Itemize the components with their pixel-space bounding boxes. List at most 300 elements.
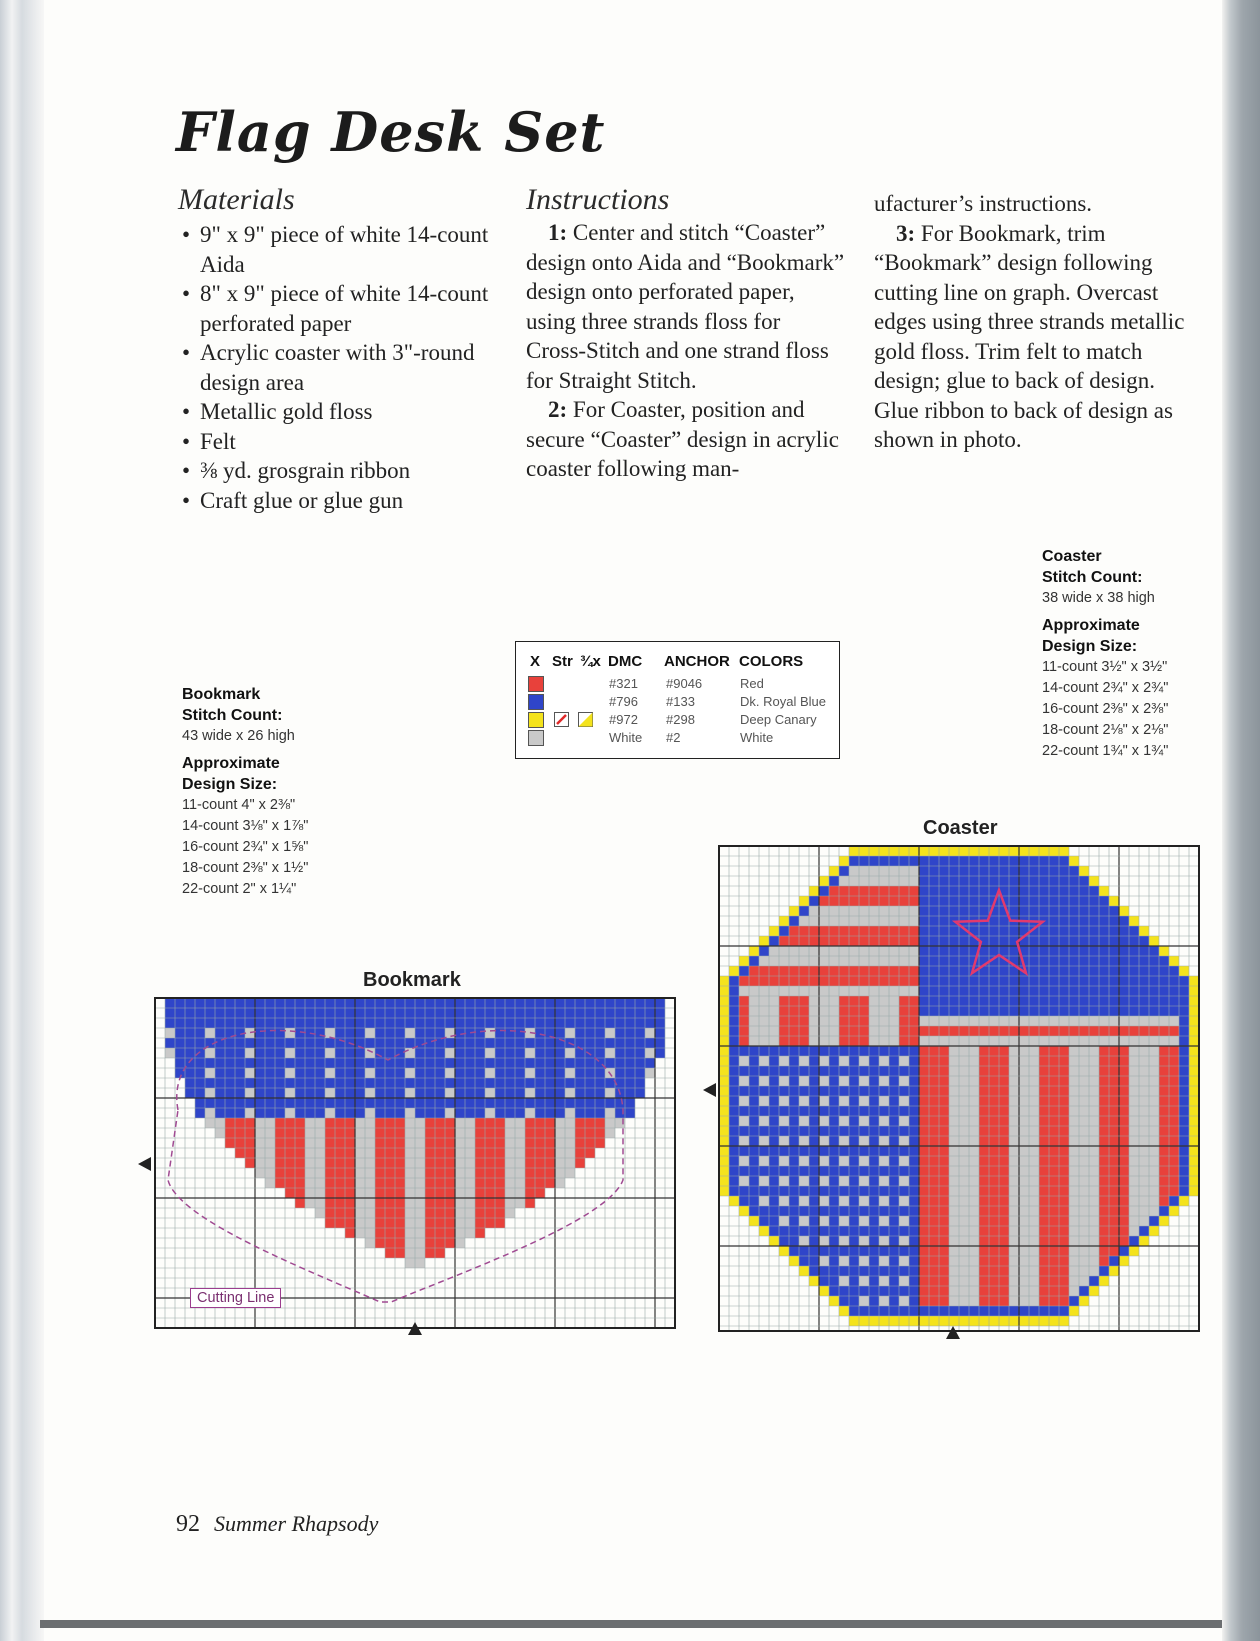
stitch-cell: [1159, 1206, 1169, 1216]
stitch-cell: [779, 1226, 789, 1236]
stitch-cell: [869, 1086, 879, 1096]
stitch-cell: [1149, 1146, 1159, 1156]
stitch-cell: [185, 1008, 195, 1018]
book-spine-left: [0, 0, 44, 1641]
stitch-cell: [1089, 896, 1099, 906]
stitch-cell: [869, 846, 879, 856]
stitch-cell: [1129, 1176, 1139, 1186]
stitch-cell: [939, 1316, 949, 1326]
stitch-cell: [759, 1056, 769, 1066]
stitch-cell: [355, 1158, 365, 1168]
stitch-cell: [245, 1028, 255, 1038]
stitch-cell: [425, 1158, 435, 1168]
stitch-cell: [949, 1286, 959, 1296]
stitch-cell: [979, 1076, 989, 1086]
stitch-cell: [939, 1246, 949, 1256]
stitch-cell: [1099, 1226, 1109, 1236]
stitch-cell: [969, 1036, 979, 1046]
stitch-cell: [495, 1108, 505, 1118]
stitch-cell: [1069, 896, 1079, 906]
stitch-cell: [1089, 1286, 1099, 1296]
stitch-cell: [535, 1078, 545, 1088]
stitch-cell: [1069, 1096, 1079, 1106]
stitch-cell: [979, 1266, 989, 1276]
stitch-cell: [969, 976, 979, 986]
stitch-cell: [275, 1098, 285, 1108]
stitch-cell: [839, 1036, 849, 1046]
stitch-cell: [849, 846, 859, 856]
stitch-cell: [1049, 1246, 1059, 1256]
straight-stitch-icon: [554, 712, 569, 727]
stitch-cell: [1139, 946, 1149, 956]
stitch-cell: [1039, 1196, 1049, 1206]
stitch-cell: [315, 1008, 325, 1018]
stitch-cell: [969, 1156, 979, 1166]
stitch-cell: [739, 1056, 749, 1066]
stitch-cell: [739, 1196, 749, 1206]
stitch-cell: [1089, 1196, 1099, 1206]
stitch-cell: [919, 916, 929, 926]
stitch-cell: [969, 1056, 979, 1066]
stitch-cell: [1009, 1236, 1019, 1246]
stitch-cell: [1169, 1106, 1179, 1116]
swatch-red: [528, 676, 544, 692]
stitch-cell: [819, 1176, 829, 1186]
stitch-cell: [465, 1128, 475, 1138]
stitch-cell: [849, 876, 859, 886]
stitch-cell: [235, 1128, 245, 1138]
stitch-cell: [959, 1176, 969, 1186]
stitch-cell: [345, 1188, 355, 1198]
stitch-cell: [949, 1176, 959, 1186]
stitch-cell: [909, 926, 919, 936]
stitch-cell: [1189, 1156, 1199, 1166]
stitch-cell: [839, 1176, 849, 1186]
stitch-cell: [545, 998, 555, 1008]
stitch-cell: [395, 1178, 405, 1188]
stitch-cell: [959, 1016, 969, 1026]
stitch-cell: [585, 1028, 595, 1038]
stitch-cell: [999, 1106, 1009, 1116]
stitch-cell: [275, 1128, 285, 1138]
approx-label: Approximate: [182, 755, 280, 772]
stitch-cell: [1049, 916, 1059, 926]
stitch-cell: [939, 1156, 949, 1166]
stitch-cell: [485, 1118, 495, 1128]
stitch-cell: [1029, 936, 1039, 946]
stitch-cell: [879, 1136, 889, 1146]
stitch-cell: [1129, 986, 1139, 996]
stitch-cell: [1139, 1196, 1149, 1206]
stitch-cell: [929, 886, 939, 896]
stitch-cell: [235, 1018, 245, 1028]
instructions-heading: Instructions: [526, 183, 670, 216]
stitch-cell: [1059, 1306, 1069, 1316]
stitch-cell: [475, 1038, 485, 1048]
stitch-cell: [829, 936, 839, 946]
stitch-cell: [739, 1186, 749, 1196]
stitch-cell: [215, 1098, 225, 1108]
stitch-cell: [1149, 1026, 1159, 1036]
stitch-cell: [829, 1166, 839, 1176]
key-header-threequarter: ¾x: [580, 653, 601, 670]
stitch-cell: [1089, 916, 1099, 926]
stitch-cell: [939, 1266, 949, 1276]
stitch-cell: [405, 1208, 415, 1218]
stitch-cell: [1079, 916, 1089, 926]
stitch-cell: [829, 1156, 839, 1166]
stitch-cell: [759, 1116, 769, 1126]
stitch-cell: [1059, 1086, 1069, 1096]
stitch-cell: [585, 1098, 595, 1108]
stitch-cell: [979, 1136, 989, 1146]
stitch-cell: [1119, 1146, 1129, 1156]
stitch-cell: [1019, 1066, 1029, 1076]
stitch-cell: [809, 1066, 819, 1076]
stitch-cell: [555, 1178, 565, 1188]
stitch-cell: [739, 1156, 749, 1166]
stitch-cell: [285, 1098, 295, 1108]
stitch-cell: [899, 1126, 909, 1136]
stitch-cell: [1049, 1066, 1059, 1076]
stitch-cell: [1169, 1126, 1179, 1136]
stitch-cell: [395, 1218, 405, 1228]
stitch-cell: [1179, 986, 1189, 996]
stitch-cell: [719, 1146, 729, 1156]
stitch-cell: [285, 1068, 295, 1078]
stitch-cell: [869, 1006, 879, 1016]
stitch-cell: [505, 1128, 515, 1138]
stitch-cell: [879, 896, 889, 906]
stitch-cell: [999, 1196, 1009, 1206]
stitch-cell: [1189, 1086, 1199, 1096]
stitch-cell: [335, 1138, 345, 1148]
stitch-cell: [819, 1086, 829, 1096]
stitch-cell: [285, 1148, 295, 1158]
stitch-cell: [889, 1086, 899, 1096]
stitch-cell: [475, 1188, 485, 1198]
stitch-cell: [989, 1146, 999, 1156]
stitch-cell: [385, 1048, 395, 1058]
stitch-cell: [989, 1026, 999, 1036]
stitch-cell: [375, 1078, 385, 1088]
stitch-cell: [355, 1188, 365, 1198]
stitch-cell: [1189, 996, 1199, 1006]
stitch-cell: [1139, 1116, 1149, 1126]
stitch-cell: [435, 1138, 445, 1148]
stitch-cell: [909, 1296, 919, 1306]
stitch-cell: [1099, 1036, 1109, 1046]
stitch-cell: [335, 1188, 345, 1198]
stitch-cell: [265, 1018, 275, 1028]
stitch-cell: [1159, 1006, 1169, 1016]
materials-heading: Materials: [178, 183, 295, 216]
stitch-cell: [1169, 1076, 1179, 1086]
stitch-cell: [769, 1116, 779, 1126]
stitch-cell: [769, 1056, 779, 1066]
stitch-cell: [819, 906, 829, 916]
stitch-cell: [415, 1228, 425, 1238]
stitch-cell: [1139, 1236, 1149, 1246]
stitch-cell: [729, 1096, 739, 1106]
stitch-cell: [495, 1078, 505, 1088]
stitch-cell: [1019, 1006, 1029, 1016]
stitch-cell: [1099, 996, 1109, 1006]
stitch-cell: [565, 1018, 575, 1028]
stitch-cell: [1079, 1236, 1089, 1246]
stitch-cell: [345, 1088, 355, 1098]
stitch-cell: [405, 1198, 415, 1208]
stitch-cell: [1039, 996, 1049, 1006]
stitch-cell: [1039, 876, 1049, 886]
stitch-cell: [889, 906, 899, 916]
stitch-cell: [1139, 1086, 1149, 1096]
stitch-cell: [899, 1096, 909, 1106]
stitch-cell: [959, 1236, 969, 1246]
stitch-cell: [305, 1098, 315, 1108]
stitch-cell: [889, 956, 899, 966]
stitch-cell: [625, 1028, 635, 1038]
stitch-cell: [939, 1086, 949, 1096]
stitch-cell: [605, 1108, 615, 1118]
stitch-cell: [1109, 1196, 1119, 1206]
stitch-cell: [889, 926, 899, 936]
instructions-column-2: [874, 189, 1204, 455]
stitch-cell: [595, 1018, 605, 1028]
stitch-cell: [839, 1186, 849, 1196]
stitch-cell: [445, 1148, 455, 1158]
stitch-cell: [445, 1018, 455, 1028]
stitch-cell: [365, 1058, 375, 1068]
stitch-cell: [829, 1006, 839, 1016]
stitch-cell: [475, 1118, 485, 1128]
stitch-cell: [859, 1046, 869, 1056]
stitch-cell: [969, 1256, 979, 1266]
stitch-cell: [1089, 1216, 1099, 1226]
stitch-cell: [375, 1238, 385, 1248]
stitch-cell: [1189, 1166, 1199, 1176]
stitch-cell: [1119, 1216, 1129, 1226]
stitch-cell: [1069, 976, 1079, 986]
stitch-cell: [1049, 956, 1059, 966]
stitch-cell: [1109, 1146, 1119, 1156]
stitch-cell: [1129, 1196, 1139, 1206]
stitch-cell: [789, 1006, 799, 1016]
stitch-cell: [869, 1136, 879, 1146]
stitch-cell: [1179, 1006, 1189, 1016]
stitch-cell: [1149, 1076, 1159, 1086]
stitch-cell: [1019, 996, 1029, 1006]
stitch-cell: [605, 1098, 615, 1108]
stitch-cell: [1049, 1236, 1059, 1246]
stitch-cell: [1119, 1076, 1129, 1086]
stitch-cell: [799, 1116, 809, 1126]
stitch-cell: [315, 1138, 325, 1148]
stitch-cell: [235, 1138, 245, 1148]
stitch-cell: [929, 906, 939, 916]
stitch-cell: [355, 1018, 365, 1028]
stitch-cell: [375, 1068, 385, 1078]
stitch-cell: [929, 1246, 939, 1256]
stitch-cell: [989, 856, 999, 866]
stitch-cell: [989, 1016, 999, 1026]
stitch-cell: [809, 1136, 819, 1146]
stitch-cell: [235, 1078, 245, 1088]
stitch-cell: [1119, 1236, 1129, 1246]
stitch-cell: [889, 1156, 899, 1166]
stitch-cell: [839, 946, 849, 956]
stitch-cell: [325, 1188, 335, 1198]
stitch-cell: [345, 1048, 355, 1058]
stitch-cell: [909, 1276, 919, 1286]
instruction-step-1: [526, 218, 846, 395]
stitch-cell: [719, 1116, 729, 1126]
stitch-cell: [879, 1236, 889, 1246]
stitch-cell: [999, 856, 1009, 866]
stitch-cell: [455, 1048, 465, 1058]
stitch-cell: [1059, 1136, 1069, 1146]
stitch-cell: [979, 1166, 989, 1176]
stitch-cell: [1109, 1016, 1119, 1026]
stitch-cell: [829, 1216, 839, 1226]
stitch-cell: [1139, 1056, 1149, 1066]
stitch-cell: [1139, 936, 1149, 946]
stitch-cell: [385, 1148, 395, 1158]
stitch-cell: [939, 866, 949, 876]
stitch-cell: [909, 1096, 919, 1106]
stitch-cell: [395, 1048, 405, 1058]
stitch-cell: [989, 1216, 999, 1226]
stitch-cell: [939, 846, 949, 856]
stitch-cell: [899, 1306, 909, 1316]
stitch-cell: [919, 846, 929, 856]
stitch-cell: [849, 896, 859, 906]
stitch-cell: [919, 956, 929, 966]
stitch-cell: [355, 1058, 365, 1068]
stitch-cell: [889, 1056, 899, 1066]
stitch-cell: [1069, 1006, 1079, 1016]
stitch-cell: [1109, 916, 1119, 926]
stitch-cell: [395, 1038, 405, 1048]
stitch-cell: [979, 1086, 989, 1096]
stitch-cell: [595, 1108, 605, 1118]
stitch-cell: [839, 1096, 849, 1106]
color-name: Red: [740, 676, 764, 691]
stitch-cell: [325, 1148, 335, 1158]
stitch-cell: [849, 1156, 859, 1166]
stitch-cell: [205, 1058, 215, 1068]
stitch-cell: [749, 1086, 759, 1096]
stitch-cell: [635, 1028, 645, 1038]
stitch-cell: [819, 1186, 829, 1196]
stitch-cell: [1109, 1206, 1119, 1216]
stitch-cell: [385, 1198, 395, 1208]
stitch-cell: [1059, 1156, 1069, 1166]
stitch-cell: [545, 1038, 555, 1048]
stitch-cell: [415, 1088, 425, 1098]
stitch-cell: [455, 1218, 465, 1228]
stitch-cell: [215, 1128, 225, 1138]
stitch-cell: [1009, 1276, 1019, 1286]
stitch-cell: [175, 1058, 185, 1068]
stitch-cell: [939, 856, 949, 866]
stitch-cell: [445, 1088, 455, 1098]
stitch-cell: [455, 1058, 465, 1068]
stitch-cell: [345, 1078, 355, 1088]
stitch-cell: [999, 1036, 1009, 1046]
stitch-cell: [879, 936, 889, 946]
stitch-cell: [365, 1048, 375, 1058]
stitch-cell: [1079, 1146, 1089, 1156]
stitch-cell: [759, 1146, 769, 1156]
stitch-cell: [879, 1006, 889, 1016]
stitch-cell: [335, 1028, 345, 1038]
stitch-cell: [475, 1178, 485, 1188]
stitch-cell: [315, 1198, 325, 1208]
stitch-cell: [1069, 906, 1079, 916]
stitch-cell: [1049, 1016, 1059, 1026]
stitch-cell: [1179, 1076, 1189, 1086]
stitch-cell: [849, 1056, 859, 1066]
stitch-cell: [1119, 1086, 1129, 1096]
stitch-cell: [1069, 1266, 1079, 1276]
stitch-cell: [1139, 986, 1149, 996]
stitch-cell: [1039, 1066, 1049, 1076]
stitch-cell: [869, 1276, 879, 1286]
stitch-cell: [729, 996, 739, 1006]
stitch-cell: [989, 1196, 999, 1206]
stitch-cell: [819, 956, 829, 966]
stitch-cell: [959, 1046, 969, 1056]
stitch-cell: [1179, 1156, 1189, 1166]
stitch-cell: [1099, 1246, 1109, 1256]
stitch-cell: [455, 1148, 465, 1158]
stitch-cell: [1149, 1206, 1159, 1216]
stitch-cell: [225, 1088, 235, 1098]
stitch-cell: [385, 1038, 395, 1048]
stitch-cell: [205, 1108, 215, 1118]
stitch-cell: [839, 1146, 849, 1156]
stitch-cell: [535, 1098, 545, 1108]
stitch-cell: [879, 1296, 889, 1306]
stitch-cell: [475, 1138, 485, 1148]
stitch-cell: [999, 1056, 1009, 1066]
stitch-cell: [1029, 1076, 1039, 1086]
stitch-cell: [899, 986, 909, 996]
stitch-cell: [889, 1246, 899, 1256]
stitch-cell: [1039, 966, 1049, 976]
stitch-cell: [1069, 986, 1079, 996]
stitch-cell: [799, 946, 809, 956]
stitch-cell: [635, 1078, 645, 1088]
stitch-cell: [1139, 1046, 1149, 1056]
stitch-cell: [295, 1188, 305, 1198]
stitch-cell: [819, 986, 829, 996]
stitch-cell: [1099, 946, 1109, 956]
stitch-cell: [989, 1266, 999, 1276]
stitch-cell: [949, 1316, 959, 1326]
stitch-cell: [1019, 876, 1029, 886]
stitch-cell: [849, 1166, 859, 1176]
stitch-cell: [939, 1286, 949, 1296]
stitch-cell: [849, 1076, 859, 1086]
stitch-cell: [1089, 1276, 1099, 1286]
stitch-cell: [1029, 1106, 1039, 1116]
stitch-cell: [275, 998, 285, 1008]
stitch-cell: [849, 1196, 859, 1206]
stitch-cell: [739, 1206, 749, 1216]
anchor-code: #298: [666, 712, 695, 727]
